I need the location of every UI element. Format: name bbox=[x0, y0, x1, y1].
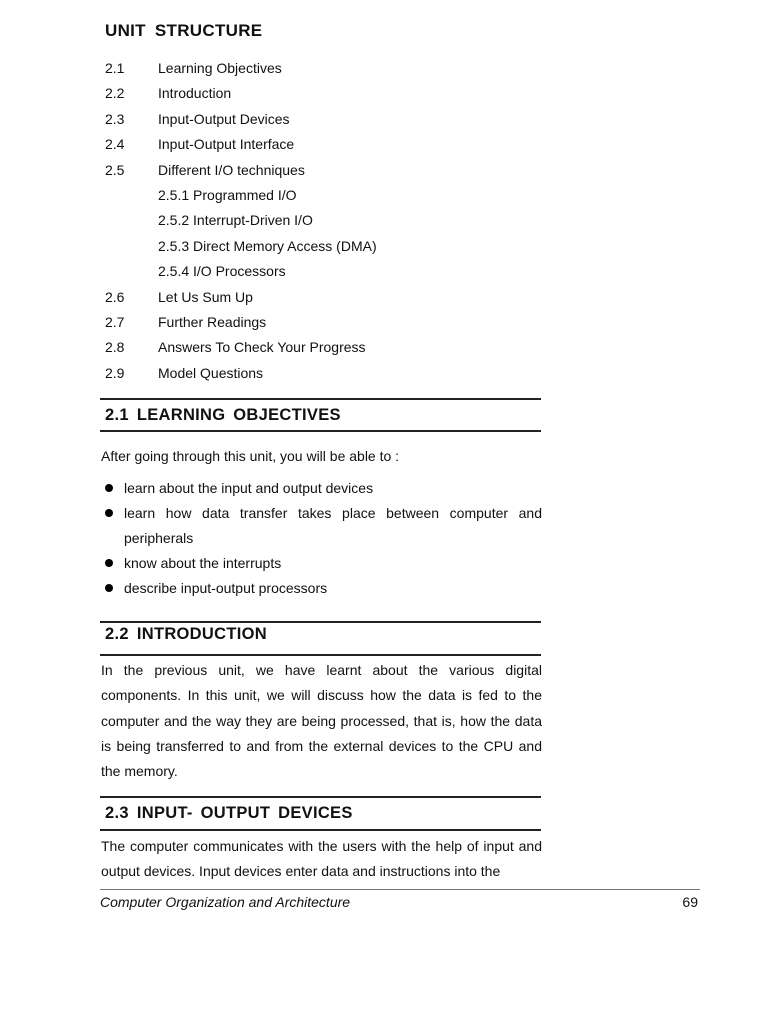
toc-item bbox=[105, 337, 545, 362]
section-title: INPUT- OUTPUT DEVICES bbox=[136, 804, 353, 822]
toc-item-title: Answers To Check Your Progress bbox=[158, 339, 366, 356]
toc-item bbox=[105, 363, 545, 388]
toc-item bbox=[105, 134, 545, 159]
toc-item bbox=[105, 287, 545, 312]
toc-subitem bbox=[105, 210, 545, 235]
toc-item-number: 2.1 bbox=[105, 60, 125, 76]
toc-item-number: 2.8 bbox=[105, 339, 125, 356]
page-number: 69 bbox=[682, 894, 698, 910]
section-title: INTRODUCTION bbox=[136, 625, 267, 643]
section-number: 2.1 bbox=[105, 406, 129, 424]
objective-item bbox=[101, 551, 542, 576]
section-title: LEARNING OBJECTIVES bbox=[136, 406, 341, 424]
toc-item-title: Further Readings bbox=[158, 313, 267, 330]
section-number: 2.3 bbox=[105, 804, 129, 822]
objectives-intro: After going through this unit, you will be able to : bbox=[101, 448, 400, 464]
toc-item-number: 2.7 bbox=[105, 313, 125, 330]
toc-item-number: 2.4 bbox=[105, 136, 125, 153]
introduction-paragraph: In the previous unit, we have learnt about the various digital components. In this unit, we will discuss how the data is fed to the computer and the way they are being processed, that is, how the data is being transferred to and from the external devices to the CPU and the memory. bbox=[101, 662, 542, 780]
toc-item-number: 2.5 bbox=[105, 161, 125, 178]
toc-subitem bbox=[105, 236, 545, 261]
footer-book-title: Computer Organization and Architecture bbox=[100, 894, 351, 910]
toc-subitem-title: 2.5.3 Direct Memory Access (DMA) bbox=[158, 237, 377, 254]
toc-item bbox=[105, 160, 545, 185]
objective-item bbox=[101, 476, 542, 501]
objective-text: learn about the input and output devices bbox=[124, 480, 374, 496]
objective-text: describe input-output processors bbox=[124, 580, 328, 596]
toc-item-number: 2.9 bbox=[105, 364, 125, 381]
toc-item-title: Introduction bbox=[158, 85, 232, 102]
unit-structure-heading: UNIT STRUCTURE bbox=[105, 21, 263, 40]
bullet-icon bbox=[105, 559, 113, 567]
toc-subitem bbox=[105, 261, 545, 286]
toc-item-title: Learning Objectives bbox=[158, 60, 282, 76]
toc-item-title: Model Questions bbox=[158, 364, 264, 381]
bullet-icon bbox=[105, 584, 113, 592]
toc-item bbox=[105, 312, 545, 337]
toc-item bbox=[105, 58, 545, 83]
toc-subitem-title: 2.5.4 I/O Processors bbox=[158, 263, 286, 280]
section-number: 2.2 bbox=[105, 625, 129, 643]
toc-subitem bbox=[105, 185, 545, 210]
toc-subitem-title: 2.5.1 Programmed I/O bbox=[158, 186, 297, 203]
unit-structure-list bbox=[105, 58, 545, 388]
section-heading-introduction bbox=[100, 621, 541, 656]
toc-item-title: Different I/O techniques bbox=[158, 161, 305, 178]
bullet-icon bbox=[105, 484, 113, 492]
toc-item bbox=[105, 109, 545, 134]
toc-item-number: 2.3 bbox=[105, 110, 125, 127]
toc-item-title: Let Us Sum Up bbox=[158, 288, 253, 305]
toc-item-number: 2.2 bbox=[105, 85, 125, 102]
objective-text: learn how data transfer takes place between computer and peripherals bbox=[124, 505, 542, 546]
input-output-devices-paragraph: The computer communicates with the users with the help of input and output devices. Input devices enter data and instructions into the bbox=[101, 838, 542, 880]
objective-item bbox=[101, 501, 542, 551]
toc-item-number: 2.6 bbox=[105, 288, 125, 305]
toc-item bbox=[105, 83, 545, 108]
section-heading-input-output-devices bbox=[100, 796, 541, 831]
section-heading-learning-objectives bbox=[100, 398, 541, 432]
toc-item-title: Input-Output Interface bbox=[158, 136, 295, 153]
toc-item-title: Input-Output Devices bbox=[158, 110, 290, 127]
objective-text: know about the interrupts bbox=[124, 555, 282, 571]
footer-divider bbox=[100, 889, 700, 890]
objectives-list bbox=[101, 476, 542, 601]
bullet-icon bbox=[105, 509, 113, 517]
objective-item bbox=[101, 576, 542, 601]
toc-subitem-title: 2.5.2 Interrupt-Driven I/O bbox=[158, 212, 313, 229]
